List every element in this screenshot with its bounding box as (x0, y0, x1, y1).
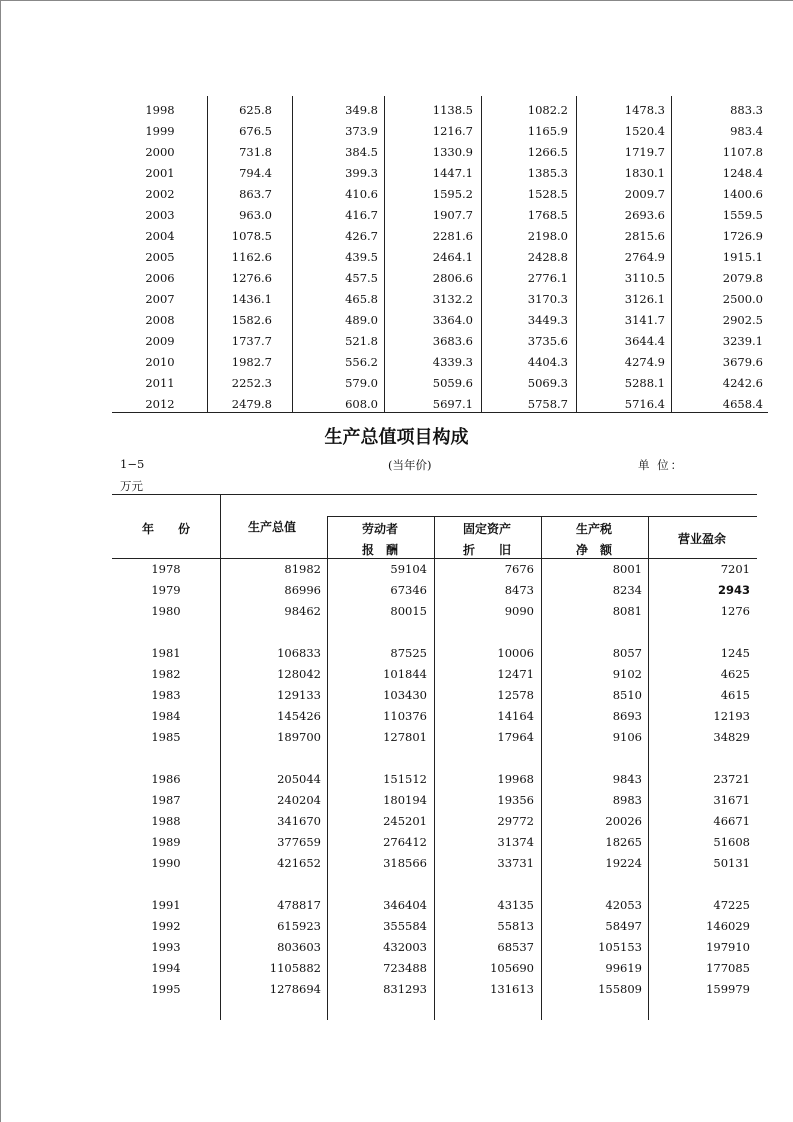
year-cell: 1990 (151, 856, 181, 870)
value-cell: 18265 (605, 835, 642, 849)
value-cell: 4274.9 (624, 355, 665, 369)
value-cell: 1447.1 (432, 166, 473, 180)
page-title: 生产总值项目构成 (324, 427, 469, 448)
value-cell: 963.0 (239, 208, 272, 222)
year-cell: 1979 (151, 583, 181, 597)
header-gdp: 生产总值 (248, 520, 297, 534)
value-cell: 197910 (706, 940, 750, 954)
value-cell: 5758.7 (527, 397, 568, 411)
value-cell: 51608 (713, 835, 750, 849)
value-cell: 3126.1 (624, 292, 665, 306)
value-cell: 1107.8 (722, 145, 763, 159)
year-cell: 1999 (145, 124, 175, 138)
value-cell: 4404.3 (527, 355, 568, 369)
value-cell: 410.6 (345, 187, 378, 201)
value-cell: 1082.2 (527, 103, 568, 117)
value-cell: 8510 (612, 688, 642, 702)
value-cell: 2500.0 (722, 292, 763, 306)
table-row (112, 791, 757, 812)
year-cell: 1982 (151, 667, 181, 681)
value-cell: 3132.2 (432, 292, 473, 306)
value-cell: 1559.5 (722, 208, 763, 222)
value-cell: 426.7 (345, 229, 378, 243)
value-cell: 2252.3 (231, 376, 272, 390)
value-cell: 12193 (713, 709, 750, 723)
value-cell: 3170.3 (527, 292, 568, 306)
year-cell: 2000 (145, 145, 175, 159)
value-cell: 46671 (713, 814, 750, 828)
table-row (112, 373, 768, 394)
value-cell: 1582.6 (231, 313, 272, 327)
value-cell: 432003 (383, 940, 427, 954)
value-cell: 2079.8 (722, 271, 763, 285)
value-cell: 2815.6 (624, 229, 665, 243)
value-cell: 1276 (720, 604, 750, 618)
table-row (112, 289, 768, 310)
table-row (112, 100, 768, 121)
value-cell: 384.5 (345, 145, 378, 159)
value-cell: 1528.5 (527, 187, 568, 201)
value-cell: 1216.7 (432, 124, 473, 138)
table-row (112, 854, 757, 875)
value-cell: 1982.7 (231, 355, 272, 369)
value-cell: 421652 (277, 856, 321, 870)
table-row (112, 581, 757, 602)
value-cell: 318566 (383, 856, 427, 870)
value-cell: 1162.6 (231, 250, 272, 264)
header-depreciation-line1: 固定资产 (463, 522, 512, 536)
value-cell: 151512 (383, 772, 427, 786)
year-cell: 2012 (145, 397, 175, 411)
value-cell: 1330.9 (432, 145, 473, 159)
table-top-rule (112, 494, 757, 495)
value-cell: 29772 (497, 814, 534, 828)
value-cell: 8693 (612, 709, 642, 723)
table-row (112, 602, 757, 623)
year-cell: 1985 (151, 730, 181, 744)
value-cell: 1830.1 (624, 166, 665, 180)
value-cell: 8001 (612, 562, 642, 576)
value-cell: 80015 (390, 604, 427, 618)
year-cell: 1989 (151, 835, 181, 849)
value-cell: 34829 (713, 730, 750, 744)
value-cell: 1266.5 (527, 145, 568, 159)
table-row (112, 812, 757, 833)
value-cell: 7201 (720, 562, 750, 576)
value-cell: 17964 (497, 730, 534, 744)
value-cell: 457.5 (345, 271, 378, 285)
value-cell: 399.3 (345, 166, 378, 180)
value-cell: 3683.6 (432, 334, 473, 348)
value-cell: 5069.3 (527, 376, 568, 390)
value-cell: 99619 (605, 961, 642, 975)
value-cell: 3679.6 (722, 355, 763, 369)
value-cell: 4339.3 (432, 355, 473, 369)
value-cell: 155809 (598, 982, 642, 996)
value-cell: 1520.4 (624, 124, 665, 138)
value-cell: 2943 (717, 583, 750, 597)
value-cell: 205044 (277, 772, 321, 786)
value-cell: 276412 (383, 835, 427, 849)
year-cell: 2008 (145, 313, 175, 327)
value-cell: 33731 (497, 856, 534, 870)
value-cell: 103430 (383, 688, 427, 702)
value-cell: 81982 (284, 562, 321, 576)
value-cell: 377659 (277, 835, 321, 849)
value-cell: 2009.7 (624, 187, 665, 201)
value-cell: 87525 (390, 646, 427, 660)
table-row (112, 121, 768, 142)
value-cell: 1768.5 (527, 208, 568, 222)
value-cell: 355584 (383, 919, 427, 933)
year-cell: 1984 (151, 709, 181, 723)
table-row (112, 331, 768, 352)
table-row (112, 770, 757, 791)
value-cell: 106833 (277, 646, 321, 660)
value-cell: 4242.6 (722, 376, 763, 390)
value-cell: 55813 (497, 919, 534, 933)
value-cell: 8234 (612, 583, 642, 597)
year-cell: 2006 (145, 271, 175, 285)
value-cell: 31374 (497, 835, 534, 849)
table-row (112, 247, 768, 268)
value-cell: 9843 (612, 772, 642, 786)
header-labor-line2: 报 酬 (362, 543, 399, 557)
value-cell: 2806.6 (432, 271, 473, 285)
value-cell: 2281.6 (432, 229, 473, 243)
table-row (112, 310, 768, 331)
year-cell: 1987 (151, 793, 181, 807)
value-cell: 9106 (612, 730, 642, 744)
value-cell: 1907.7 (432, 208, 473, 222)
value-cell: 19968 (497, 772, 534, 786)
table-row (112, 184, 768, 205)
value-cell: 3735.6 (527, 334, 568, 348)
value-cell: 8057 (612, 646, 642, 660)
value-cell: 7676 (504, 562, 534, 576)
value-cell: 579.0 (345, 376, 378, 390)
table-row (112, 205, 768, 226)
value-cell: 58497 (605, 919, 642, 933)
value-cell: 20026 (605, 814, 642, 828)
value-cell: 1915.1 (722, 250, 763, 264)
value-cell: 159979 (706, 982, 750, 996)
value-cell: 1385.3 (527, 166, 568, 180)
year-cell: 1994 (151, 961, 181, 975)
header-tax-line1: 生产税 (576, 522, 613, 536)
value-cell: 983.4 (730, 124, 763, 138)
table-row (112, 352, 768, 373)
value-cell: 373.9 (345, 124, 378, 138)
value-cell: 189700 (277, 730, 321, 744)
value-cell: 4658.4 (722, 397, 763, 411)
price-note: (当年价) (388, 458, 432, 472)
value-cell: 3110.5 (624, 271, 665, 285)
year-cell: 2011 (145, 376, 175, 390)
value-cell: 42053 (605, 898, 642, 912)
table-row (112, 917, 757, 938)
value-cell: 3644.4 (624, 334, 665, 348)
value-cell: 1595.2 (432, 187, 473, 201)
top-data-table (112, 96, 768, 413)
value-cell: 794.4 (239, 166, 272, 180)
value-cell: 98462 (284, 604, 321, 618)
header-subrule (327, 516, 757, 517)
value-cell: 14164 (497, 709, 534, 723)
value-cell: 349.8 (345, 103, 378, 117)
year-cell: 1992 (151, 919, 181, 933)
value-cell: 67346 (390, 583, 427, 597)
year-cell: 1998 (145, 103, 175, 117)
value-cell: 128042 (277, 667, 321, 681)
value-cell: 10006 (497, 646, 534, 660)
table-row (112, 959, 757, 980)
year-cell: 2010 (145, 355, 175, 369)
value-cell: 8081 (612, 604, 642, 618)
value-cell: 245201 (383, 814, 427, 828)
year-cell: 1988 (151, 814, 181, 828)
table-row (112, 728, 757, 749)
value-cell: 5288.1 (624, 376, 665, 390)
year-cell: 1983 (151, 688, 181, 702)
value-cell: 12471 (497, 667, 534, 681)
value-cell: 2198.0 (527, 229, 568, 243)
table-row (112, 707, 757, 728)
value-cell: 19224 (605, 856, 642, 870)
value-cell: 9090 (504, 604, 534, 618)
value-cell: 439.5 (345, 250, 378, 264)
value-cell: 5697.1 (432, 397, 473, 411)
year-cell: 1993 (151, 940, 181, 954)
year-cell: 1991 (151, 898, 181, 912)
value-cell: 489.0 (345, 313, 378, 327)
value-cell: 5716.4 (624, 397, 665, 411)
value-cell: 1436.1 (231, 292, 272, 306)
value-cell: 1078.5 (231, 229, 272, 243)
value-cell: 4625 (720, 667, 750, 681)
value-cell: 883.3 (730, 103, 763, 117)
value-cell: 1105882 (269, 961, 321, 975)
value-cell: 731.8 (239, 145, 272, 159)
header-depreciation-line2: 折 旧 (463, 543, 512, 557)
value-cell: 31671 (713, 793, 750, 807)
year-cell: 2004 (145, 229, 175, 243)
value-cell: 2902.5 (722, 313, 763, 327)
year-cell: 2002 (145, 187, 175, 201)
value-cell: 625.8 (239, 103, 272, 117)
value-cell: 23721 (713, 772, 750, 786)
year-cell: 2009 (145, 334, 175, 348)
value-cell: 1278694 (269, 982, 321, 996)
value-cell: 3141.7 (624, 313, 665, 327)
value-cell: 59104 (390, 562, 427, 576)
header-year: 年 份 (141, 522, 190, 536)
value-cell: 8983 (612, 793, 642, 807)
value-cell: 1719.7 (624, 145, 665, 159)
table-row (112, 268, 768, 289)
value-cell: 556.2 (345, 355, 378, 369)
value-cell: 86996 (284, 583, 321, 597)
value-cell: 3239.1 (722, 334, 763, 348)
value-cell: 240204 (277, 793, 321, 807)
value-cell: 129133 (277, 688, 321, 702)
table-row (112, 833, 757, 854)
value-cell: 1245 (720, 646, 750, 660)
header-operating-surplus: 营业盈余 (678, 532, 727, 546)
value-cell: 478817 (277, 898, 321, 912)
value-cell: 145426 (277, 709, 321, 723)
value-cell: 1138.5 (432, 103, 473, 117)
value-cell: 43135 (497, 898, 534, 912)
table-row (112, 980, 757, 1001)
table-row (112, 142, 768, 163)
table-number: 1−5 (120, 457, 145, 471)
value-cell: 831293 (383, 982, 427, 996)
value-cell: 9102 (612, 667, 642, 681)
value-cell: 416.7 (345, 208, 378, 222)
value-cell: 803603 (277, 940, 321, 954)
header-tax-line2: 净 额 (576, 543, 613, 557)
year-cell: 1980 (151, 604, 181, 618)
value-cell: 2776.1 (527, 271, 568, 285)
value-cell: 1737.7 (231, 334, 272, 348)
table-row (112, 163, 768, 184)
unit-value: 万元 (120, 479, 143, 493)
value-cell: 676.5 (239, 124, 272, 138)
table-row (112, 560, 757, 581)
value-cell: 68537 (497, 940, 534, 954)
value-cell: 110376 (383, 709, 427, 723)
table-row (112, 686, 757, 707)
year-cell: 1995 (151, 982, 181, 996)
value-cell: 4615 (720, 688, 750, 702)
table-row (112, 394, 768, 415)
table-row (112, 644, 757, 665)
value-cell: 177085 (706, 961, 750, 975)
value-cell: 3449.3 (527, 313, 568, 327)
table-row (112, 896, 757, 917)
table-row (112, 665, 757, 686)
value-cell: 465.8 (345, 292, 378, 306)
value-cell: 346404 (383, 898, 427, 912)
value-cell: 101844 (383, 667, 427, 681)
value-cell: 723488 (383, 961, 427, 975)
value-cell: 50131 (713, 856, 750, 870)
value-cell: 608.0 (345, 397, 378, 411)
header-labor-line1: 劳动者 (362, 522, 399, 536)
value-cell: 2428.8 (527, 250, 568, 264)
value-cell: 1248.4 (722, 166, 763, 180)
year-cell: 2007 (145, 292, 175, 306)
value-cell: 131613 (490, 982, 534, 996)
unit-label: 单 位： (638, 458, 685, 472)
year-cell: 1981 (151, 646, 181, 660)
value-cell: 19356 (497, 793, 534, 807)
year-cell: 2001 (145, 166, 175, 180)
value-cell: 180194 (383, 793, 427, 807)
value-cell: 127801 (383, 730, 427, 744)
value-cell: 863.7 (239, 187, 272, 201)
value-cell: 3364.0 (432, 313, 473, 327)
value-cell: 1478.3 (624, 103, 665, 117)
year-cell: 1978 (151, 562, 181, 576)
value-cell: 8473 (504, 583, 534, 597)
value-cell: 47225 (713, 898, 750, 912)
value-cell: 1276.6 (231, 271, 272, 285)
value-cell: 2464.1 (432, 250, 473, 264)
year-cell: 1986 (151, 772, 181, 786)
value-cell: 105690 (490, 961, 534, 975)
value-cell: 2479.8 (231, 397, 272, 411)
value-cell: 12578 (497, 688, 534, 702)
year-cell: 2005 (145, 250, 175, 264)
value-cell: 1400.6 (722, 187, 763, 201)
table-row (112, 226, 768, 247)
value-cell: 146029 (706, 919, 750, 933)
value-cell: 615923 (277, 919, 321, 933)
value-cell: 2693.6 (624, 208, 665, 222)
table-row (112, 938, 757, 959)
value-cell: 5059.6 (432, 376, 473, 390)
value-cell: 105153 (598, 940, 642, 954)
year-cell: 2003 (145, 208, 175, 222)
value-cell: 2764.9 (624, 250, 665, 264)
value-cell: 521.8 (345, 334, 378, 348)
value-cell: 341670 (277, 814, 321, 828)
value-cell: 1726.9 (722, 229, 763, 243)
value-cell: 1165.9 (527, 124, 568, 138)
